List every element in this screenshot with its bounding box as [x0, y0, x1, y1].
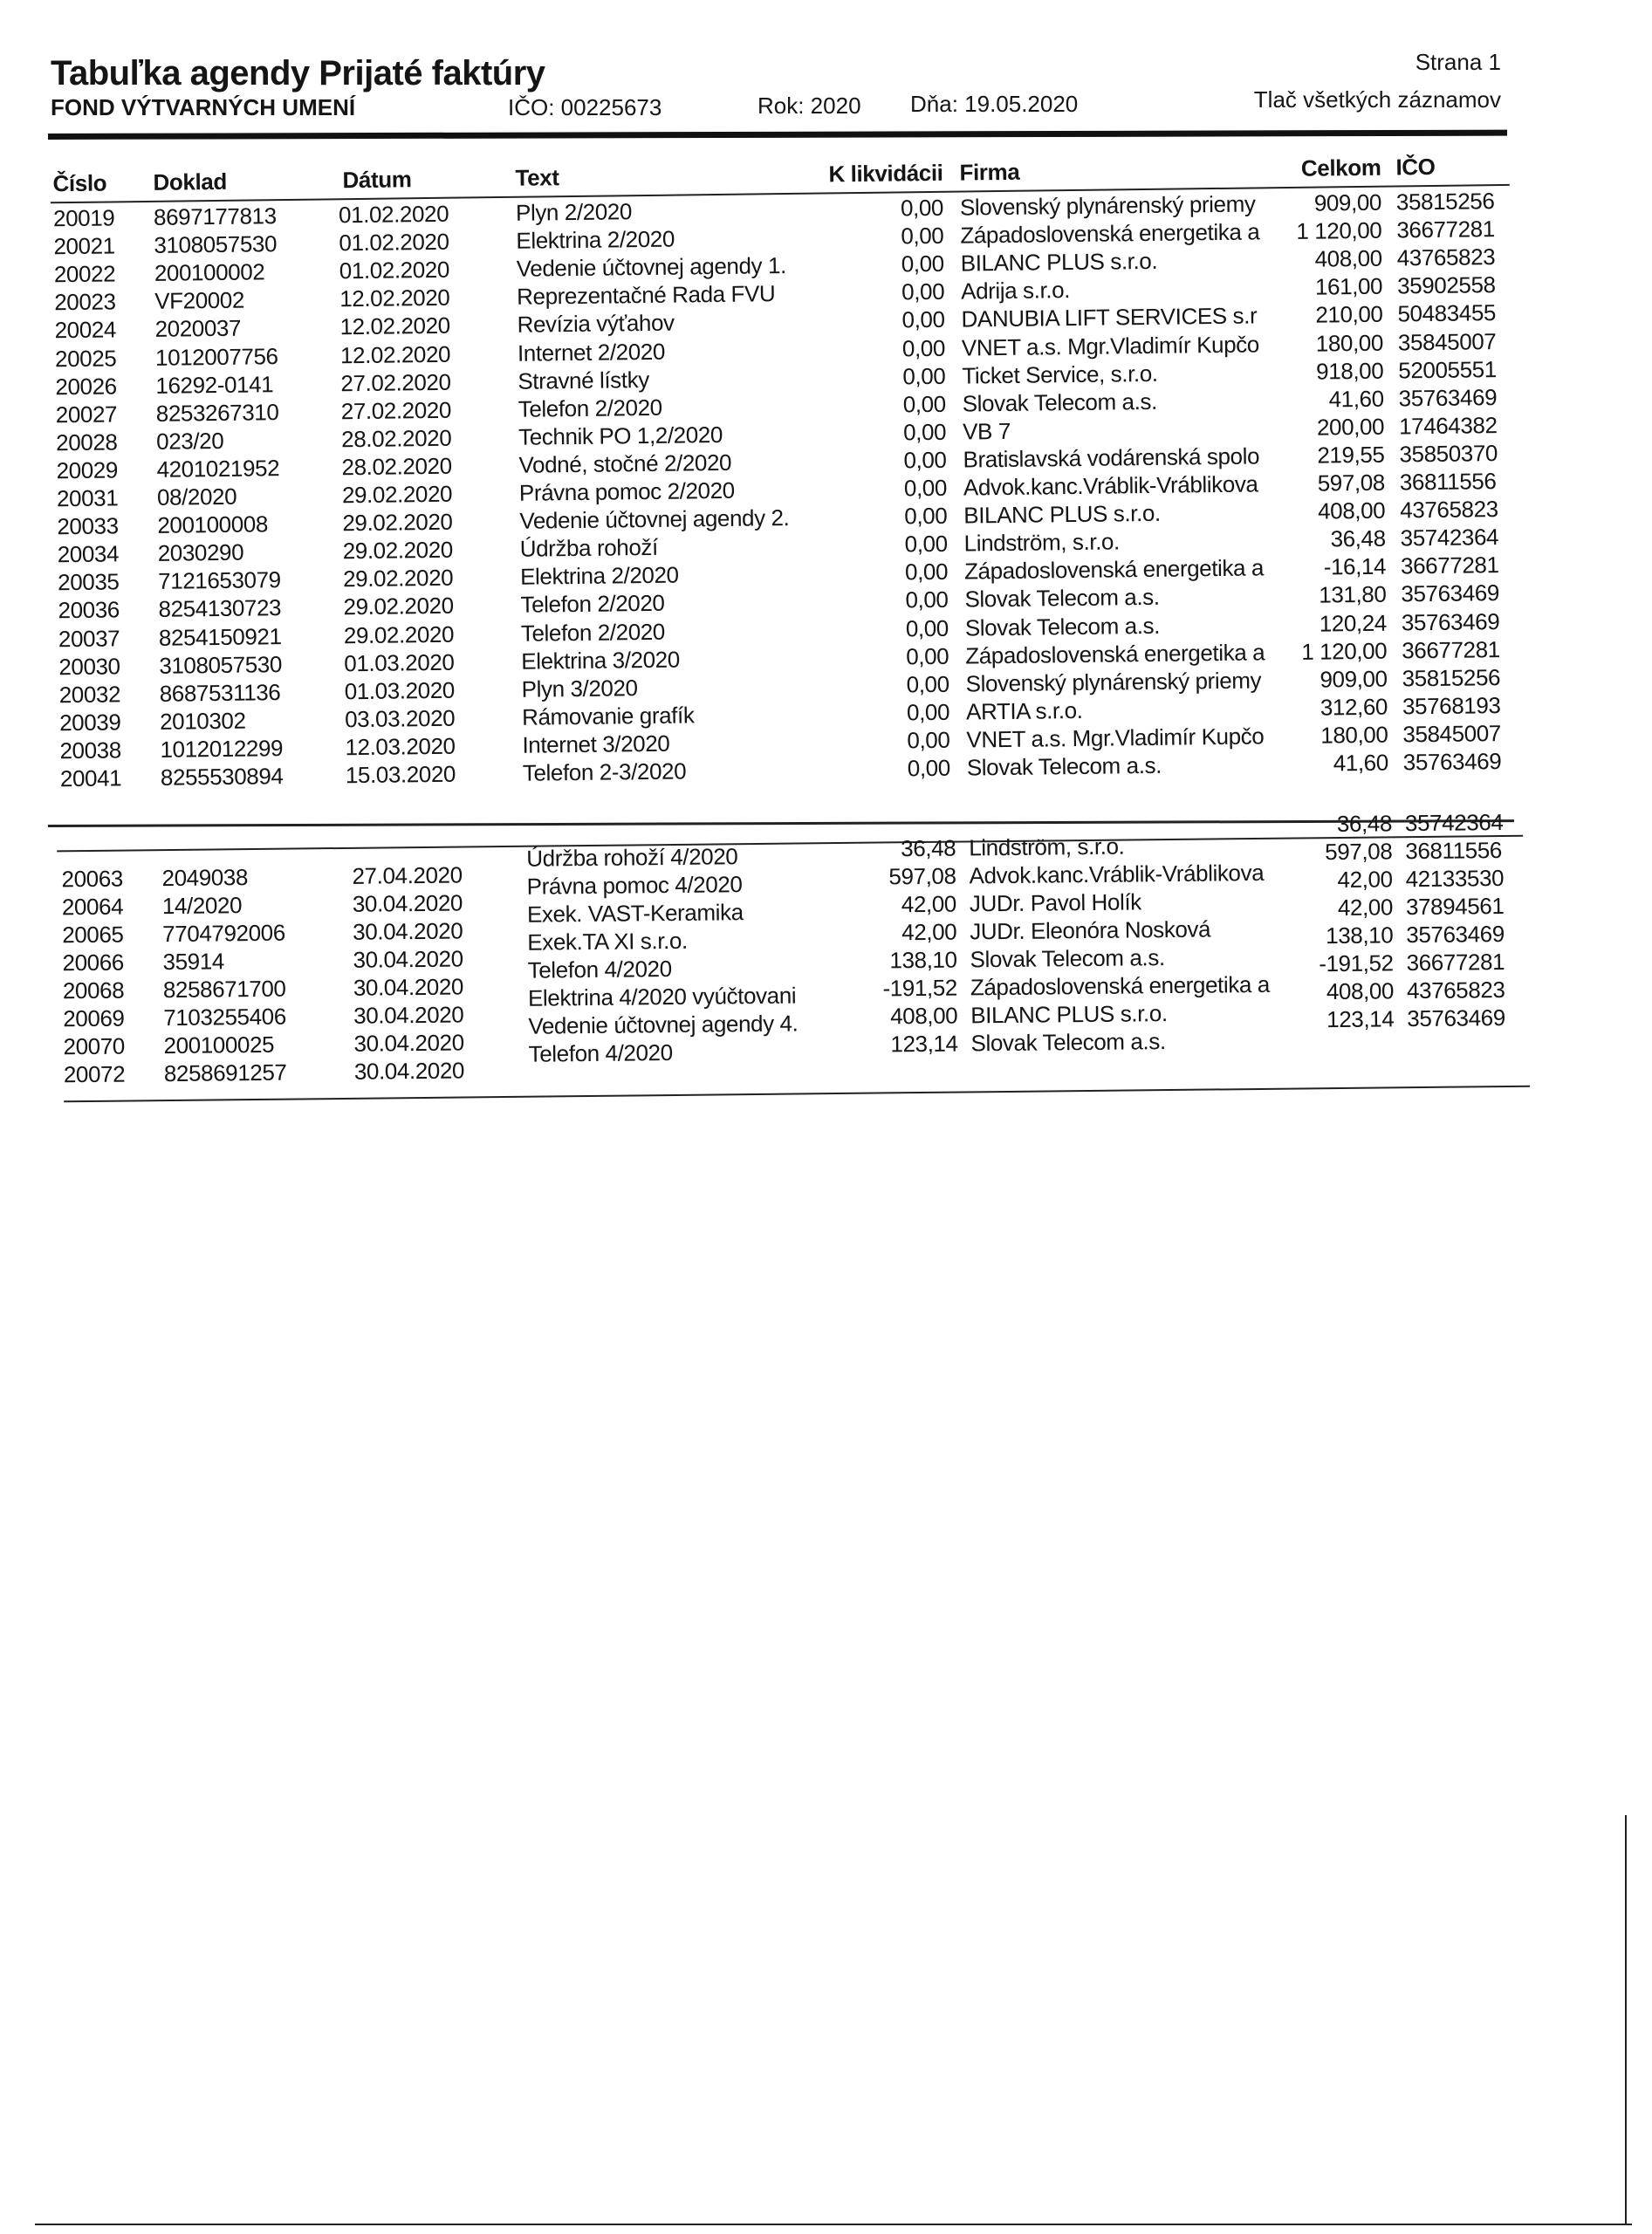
- cell-cislo: 20037: [58, 624, 120, 652]
- cell-celkom: -16,14: [1323, 552, 1387, 580]
- cell-cislo: 20041: [59, 764, 122, 792]
- cell-k-likvidacii: 0,00: [907, 754, 951, 782]
- cell-ico: 43765823: [1396, 243, 1496, 271]
- column-header-cislo: Číslo: [52, 169, 107, 197]
- column-header-k-likvidacii: K likvidácii: [828, 159, 943, 188]
- cell-cislo: 20064: [61, 893, 124, 921]
- cell-firma: BILANC PLUS s.r.o.: [960, 248, 1158, 277]
- cell-doklad: 8258671700: [162, 975, 286, 1004]
- cell-firma: Ticket Service, s.r.o.: [962, 360, 1158, 389]
- cell-firma: Západoslovenská energetika a: [965, 638, 1265, 669]
- cell-text: Vedenie účtovnej agendy 2.: [519, 504, 790, 534]
- cell-firma: DANUBIA LIFT SERVICES s.r: [961, 302, 1258, 332]
- cell-k-likvidacii: 42,00: [901, 890, 957, 918]
- cell-cislo: 20039: [58, 709, 121, 737]
- cell-firma: Lindström, s.r.o.: [969, 833, 1125, 861]
- cell-doklad: 7704792006: [162, 919, 285, 948]
- cell-k-likvidacii: 0,00: [903, 446, 947, 474]
- cell-datum: 12.03.2020: [345, 732, 456, 761]
- cell-firma: VB 7: [962, 417, 1011, 445]
- cell-k-likvidacii: -191,52: [882, 974, 958, 1002]
- section-2-header-rule: [57, 835, 1523, 853]
- cell-celkom: 36,48: [1330, 524, 1386, 552]
- cell-text: Vodné, stočné 2/2020: [518, 449, 732, 478]
- cell-datum: 03.03.2020: [344, 704, 456, 733]
- cell-k-likvidacii: 0,00: [906, 698, 950, 726]
- cell-ico: 50483455: [1397, 299, 1497, 327]
- cell-celkom: 210,00: [1315, 301, 1383, 329]
- cell-celkom: 200,00: [1316, 413, 1385, 441]
- cell-ico: 35763469: [1406, 921, 1505, 949]
- cell-cislo: 20034: [57, 540, 120, 568]
- cell-ico: 35815256: [1402, 663, 1501, 692]
- cell-firma: VNET a.s. Mgr.Vladimír Kupčo: [966, 723, 1265, 753]
- cell-datum: 01.02.2020: [339, 256, 450, 284]
- print-mode: Tlač všetkých záznamov: [1253, 86, 1501, 113]
- cell-doklad: VF20002: [154, 286, 245, 315]
- cell-datum: 27.02.2020: [340, 396, 452, 424]
- cell-firma: Lindström, s.r.o.: [963, 528, 1121, 557]
- cell-datum: 29.02.2020: [341, 480, 453, 509]
- cell-text: Údržba rohoží: [519, 534, 659, 562]
- cell-doklad: 14/2020: [161, 892, 243, 920]
- cell-k-likvidacii: 0,00: [901, 250, 944, 278]
- cell-text: Telefon 2/2020: [520, 618, 666, 647]
- cell-ico: 43765823: [1400, 496, 1498, 524]
- cell-doklad: 8258691257: [163, 1059, 287, 1087]
- page-number: Strana 1: [1415, 49, 1501, 75]
- cell-k-likvidacii: 0,00: [902, 390, 946, 418]
- cell-cislo: 20066: [62, 949, 125, 977]
- cell-ico: 35763469: [1402, 748, 1502, 776]
- cell-celkom: 180,00: [1320, 721, 1388, 749]
- column-header-ico: IČO: [1395, 153, 1436, 181]
- cell-cislo: 20024: [54, 316, 117, 344]
- cell-k-likvidacii: 0,00: [901, 222, 944, 250]
- cell-k-likvidacii: 0,00: [901, 306, 945, 333]
- cell-k-likvidacii: 0,00: [904, 530, 948, 558]
- cell-celkom: 42,00: [1337, 866, 1393, 894]
- cell-k-likvidacii: 0,00: [902, 362, 946, 389]
- cell-firma: Slovak Telecom a.s.: [966, 751, 1162, 781]
- cell-celkom: 909,00: [1313, 188, 1382, 216]
- cell-celkom: 918,00: [1315, 357, 1384, 385]
- cell-datum: 12.02.2020: [339, 340, 451, 368]
- cell-text: Telefon 2/2020: [520, 590, 665, 619]
- cell-datum: 12.02.2020: [339, 284, 450, 312]
- cell-datum: 30.04.2020: [353, 945, 463, 973]
- cell-ico: 17464382: [1398, 411, 1498, 440]
- cell-k-likvidacii: 0,00: [901, 278, 945, 305]
- cell-celkom: 42,00: [1337, 894, 1394, 922]
- cell-firma: JUDr. Eleonóra Nosková: [970, 915, 1211, 945]
- cell-datum: 01.02.2020: [339, 228, 449, 257]
- cell-celkom: 597,08: [1317, 469, 1386, 497]
- cell-doklad: 2020037: [154, 315, 242, 343]
- column-header-doklad: Doklad: [153, 168, 228, 195]
- cell-ico: 35850370: [1399, 439, 1498, 468]
- cell-datum: 01.02.2020: [338, 200, 449, 229]
- section-2-bottom-rule: [64, 1086, 1530, 1103]
- cell-celkom: -191,52: [1319, 949, 1394, 977]
- cell-cislo: 20025: [54, 344, 117, 372]
- cell-k-likvidacii: 0,00: [905, 586, 949, 613]
- cell-ico: 35763469: [1407, 1004, 1505, 1032]
- cell-cislo: 20068: [62, 977, 125, 1004]
- cell-k-likvidacii: 0,00: [906, 642, 949, 669]
- cell-firma: Advok.kanc.Vráblik-Vráblikova: [963, 470, 1258, 501]
- cell-text: Internet 2/2020: [517, 338, 666, 367]
- cell-datum: 29.02.2020: [342, 536, 454, 565]
- cell-text: Exek.TA XI s.r.o.: [527, 927, 688, 956]
- cell-datum: 15.03.2020: [345, 760, 456, 789]
- cell-celkom: 180,00: [1315, 329, 1384, 357]
- cell-doklad: 8255530894: [160, 763, 284, 791]
- scan-edge-vertical: [1625, 1815, 1627, 2225]
- cell-cislo: 20028: [56, 428, 118, 456]
- cell-datum: 28.02.2020: [341, 452, 452, 481]
- cell-firma: Slovenský plynárenský priemy: [965, 667, 1262, 697]
- cell-datum: 01.03.2020: [344, 676, 456, 704]
- cell-ico: 36811556: [1399, 468, 1497, 496]
- cell-k-likvidacii: 0,00: [900, 194, 944, 222]
- cell-doklad: 200100002: [154, 258, 265, 287]
- cell-ico: 35763469: [1401, 607, 1500, 635]
- cell-datum: 30.04.2020: [353, 1001, 464, 1029]
- cell-doklad: 8697177813: [153, 202, 277, 230]
- cell-firma: ARTIA s.r.o.: [965, 696, 1083, 725]
- cell-firma: Adrija s.r.o.: [960, 277, 1071, 305]
- cell-ico: 43765823: [1406, 977, 1505, 1004]
- cell-datum: 28.02.2020: [340, 424, 452, 453]
- cell-text: Elektrina 2/2020: [519, 561, 679, 591]
- cell-cislo: 20021: [53, 232, 115, 260]
- cell-text: Údržba rohoží 4/2020: [526, 843, 738, 872]
- cell-cislo: 20069: [63, 1004, 125, 1032]
- cell-text: Elektrina 3/2020: [521, 646, 680, 675]
- column-header-firma: Firma: [959, 158, 1020, 186]
- cell-ico: 36677281: [1400, 552, 1499, 579]
- cell-doklad: 7103255406: [163, 1003, 286, 1031]
- cell-text: Rámovanie grafík: [521, 702, 695, 730]
- cell-text: Plyn 3/2020: [521, 674, 638, 702]
- cell-firma: Západoslovenská energetika a: [960, 218, 1260, 249]
- cell-doklad: 7121653079: [157, 566, 281, 595]
- organization-name: FOND VÝTVARNÝCH UMENÍ: [51, 94, 356, 120]
- cell-datum: 30.04.2020: [353, 1057, 465, 1085]
- cell-celkom: 1 120,00: [1301, 637, 1388, 665]
- cell-cislo: 20035: [57, 568, 120, 596]
- cell-doklad: 8253267310: [155, 398, 279, 427]
- cell-firma: Slovak Telecom a.s.: [962, 387, 1158, 417]
- cell-text: Právna pomoc 4/2020: [526, 871, 743, 900]
- cell-celkom: 131,80: [1319, 581, 1387, 608]
- cell-datum: 30.04.2020: [352, 889, 463, 917]
- cell-firma: Bratislavská vodárenská spolo: [963, 442, 1260, 473]
- cell-celkom: 120,24: [1319, 609, 1388, 637]
- column-header-text: Text: [515, 164, 559, 191]
- cell-text: Plyn 2/2020: [515, 198, 633, 226]
- cell-ico: 36677281: [1402, 635, 1500, 664]
- cell-k-likvidacii: 42,00: [901, 918, 957, 946]
- cell-doklad: 3108057530: [159, 650, 283, 679]
- cell-cislo: 20070: [63, 1032, 126, 1060]
- cell-text: Elektrina 4/2020 vyúčtovani: [527, 982, 797, 1011]
- cell-text: Telefon 2/2020: [518, 394, 662, 422]
- scan-edge-horizontal: [35, 2224, 1632, 2225]
- cell-ico: 35845007: [1402, 719, 1502, 748]
- cell-firma: Slovak Telecom a.s.: [970, 944, 1165, 973]
- cell-ico: 35742364: [1404, 809, 1504, 837]
- cell-k-likvidacii: 0,00: [904, 558, 949, 586]
- cell-doklad: 3108057530: [154, 230, 278, 258]
- cell-cislo: 20027: [55, 401, 118, 428]
- cell-k-likvidacii: 0,00: [906, 670, 949, 698]
- cell-datum: 29.02.2020: [343, 620, 455, 648]
- cell-ico: 35763469: [1401, 579, 1500, 607]
- cell-k-likvidacii: 36,48: [901, 834, 956, 862]
- report-date: Dňa: 19.05.2020: [910, 91, 1079, 117]
- cell-text: Právna pomoc 2/2020: [518, 476, 735, 506]
- cell-k-likvidacii: 0,00: [903, 474, 948, 502]
- cell-datum: 29.02.2020: [343, 593, 454, 620]
- cell-doklad: 1012007756: [154, 342, 278, 371]
- cell-text: Elektrina 2/2020: [516, 225, 675, 254]
- cell-datum: 30.04.2020: [353, 917, 463, 945]
- cell-celkom: 161,00: [1314, 272, 1383, 300]
- cell-datum: 27.04.2020: [352, 861, 463, 889]
- cell-celkom: 123,14: [1326, 1005, 1395, 1033]
- cell-cislo: 20031: [56, 484, 119, 512]
- column-header-celkom: Celkom: [1300, 154, 1381, 182]
- cell-k-likvidacii: 138,10: [889, 946, 957, 974]
- cell-datum: 30.04.2020: [353, 1029, 464, 1057]
- cell-text: Vedenie účtovnej agendy 4.: [528, 1010, 799, 1039]
- cell-firma: Advok.kanc.Vráblik-Vráblikova: [969, 859, 1265, 889]
- cell-doklad: 8687531136: [159, 678, 281, 707]
- cell-doklad: 4201021952: [156, 455, 280, 483]
- cell-text: Stravné lístky: [518, 366, 650, 394]
- cell-text: Revízia výťahov: [517, 309, 675, 339]
- cell-datum: 29.02.2020: [342, 565, 454, 593]
- column-header-datum: Dátum: [342, 166, 412, 194]
- cell-k-likvidacii: 123,14: [890, 1030, 958, 1058]
- cell-cislo: 20030: [58, 652, 120, 680]
- cell-ico: 35742364: [1400, 524, 1499, 552]
- cell-firma: Západoslovenská energetika a: [963, 554, 1265, 585]
- cell-ico: 35763469: [1398, 383, 1498, 412]
- cell-doklad: 200100025: [163, 1031, 275, 1059]
- organization-ico: IČO: 00225673: [508, 94, 662, 120]
- cell-cislo: 20065: [62, 921, 124, 949]
- cell-cislo: 20038: [59, 737, 122, 764]
- cell-celkom: 408,00: [1317, 497, 1386, 524]
- cell-celkom: 219,55: [1317, 441, 1385, 469]
- cell-firma: Západoslovenská energetika a: [970, 970, 1270, 1001]
- cell-celkom: 408,00: [1326, 977, 1395, 1005]
- cell-celkom: 1 120,00: [1296, 216, 1382, 244]
- cell-celkom: 36,48: [1336, 810, 1393, 838]
- cell-ico: 36811556: [1405, 837, 1503, 865]
- cell-cislo: 20029: [56, 456, 119, 484]
- cell-cislo: 20036: [58, 596, 120, 624]
- cell-celkom: 312,60: [1320, 693, 1388, 721]
- cell-cislo: 20033: [57, 512, 119, 540]
- cell-ico: 37894561: [1405, 893, 1505, 921]
- cell-datum: 12.02.2020: [339, 312, 450, 340]
- cell-doklad: 2049038: [161, 864, 249, 892]
- cell-datum: 30.04.2020: [353, 973, 464, 1001]
- cell-ico: 36677281: [1406, 949, 1505, 977]
- cell-cislo: 20032: [58, 681, 121, 708]
- cell-text: Telefon 2-3/2020: [522, 757, 687, 786]
- cell-doklad: 200100008: [157, 511, 269, 538]
- cell-text: Reprezentačné Rada FVU: [517, 280, 776, 311]
- cell-celkom: 41,60: [1333, 749, 1388, 777]
- cell-k-likvidacii: 0,00: [904, 502, 948, 530]
- cell-ico: 35768193: [1402, 691, 1501, 720]
- report-year: Rok: 2020: [757, 93, 861, 119]
- cell-doklad: 2010302: [159, 707, 246, 735]
- cell-firma: BILANC PLUS s.r.o.: [970, 1000, 1168, 1029]
- cell-celkom: 41,60: [1328, 385, 1384, 413]
- cell-ico: 36677281: [1396, 216, 1495, 243]
- cell-k-likvidacii: 0,00: [902, 418, 947, 446]
- cell-text: Exek. VAST-Keramika: [526, 899, 744, 928]
- cell-doklad: 35914: [162, 948, 225, 976]
- cell-celkom: 408,00: [1314, 244, 1382, 272]
- cell-ico: 52005551: [1398, 355, 1497, 384]
- cell-k-likvidacii: 408,00: [889, 1002, 958, 1030]
- cell-doklad: 2030290: [157, 538, 244, 567]
- cell-cislo: 20063: [61, 865, 124, 893]
- cell-cislo: 20022: [53, 260, 116, 288]
- cell-text: Telefon 4/2020: [528, 1038, 673, 1067]
- cell-text: Telefon 4/2020: [527, 956, 672, 983]
- cell-celkom: 909,00: [1320, 665, 1388, 693]
- cell-ico: 35902558: [1396, 271, 1496, 299]
- cell-cislo: 20026: [55, 372, 117, 400]
- cell-firma: Slovak Telecom a.s.: [964, 584, 1160, 613]
- cell-text: Internet 3/2020: [522, 730, 670, 758]
- cell-doklad: 023/20: [156, 427, 224, 455]
- cell-cislo: 20023: [54, 288, 116, 316]
- cell-cislo: 20019: [52, 204, 115, 232]
- cell-k-likvidacii: 0,00: [907, 726, 950, 754]
- cell-doklad: 16292-0141: [155, 370, 274, 399]
- cell-datum: 29.02.2020: [342, 508, 453, 537]
- cell-datum: 27.02.2020: [340, 368, 451, 396]
- cell-k-likvidacii: 0,00: [901, 334, 946, 361]
- cell-ico: 35815256: [1395, 188, 1495, 216]
- cell-doklad: 08/2020: [156, 483, 237, 511]
- cell-firma: JUDr. Pavol Holík: [969, 888, 1141, 917]
- cell-doklad: 1012012299: [160, 734, 284, 763]
- cell-doklad: 8254130723: [158, 594, 282, 623]
- cell-firma: Slovenský plynárenský priemy: [959, 190, 1256, 221]
- cell-k-likvidacii: 0,00: [905, 614, 949, 641]
- cell-text: Vedenie účtovnej agendy 1.: [516, 252, 787, 282]
- cell-celkom: 597,08: [1325, 838, 1393, 866]
- cell-doklad: 8254150921: [158, 622, 282, 651]
- cell-datum: 01.03.2020: [344, 648, 455, 676]
- cell-firma: Slovak Telecom a.s.: [964, 612, 1161, 641]
- cell-ico: 35845007: [1397, 327, 1497, 355]
- cell-k-likvidacii: 597,08: [888, 862, 956, 890]
- cell-firma: VNET a.s. Mgr.Vladimír Kupčo: [961, 330, 1260, 361]
- cell-firma: BILANC PLUS s.r.o.: [963, 499, 1161, 529]
- cell-firma: Slovak Telecom a.s.: [970, 1028, 1166, 1057]
- cell-celkom: 138,10: [1326, 922, 1394, 949]
- cell-ico: 42133530: [1405, 865, 1505, 893]
- cell-cislo: 20072: [63, 1060, 126, 1088]
- report-title: Tabuľka agendy Prijaté faktúry: [51, 54, 545, 93]
- cell-text: Technik PO 1,2/2020: [518, 421, 723, 450]
